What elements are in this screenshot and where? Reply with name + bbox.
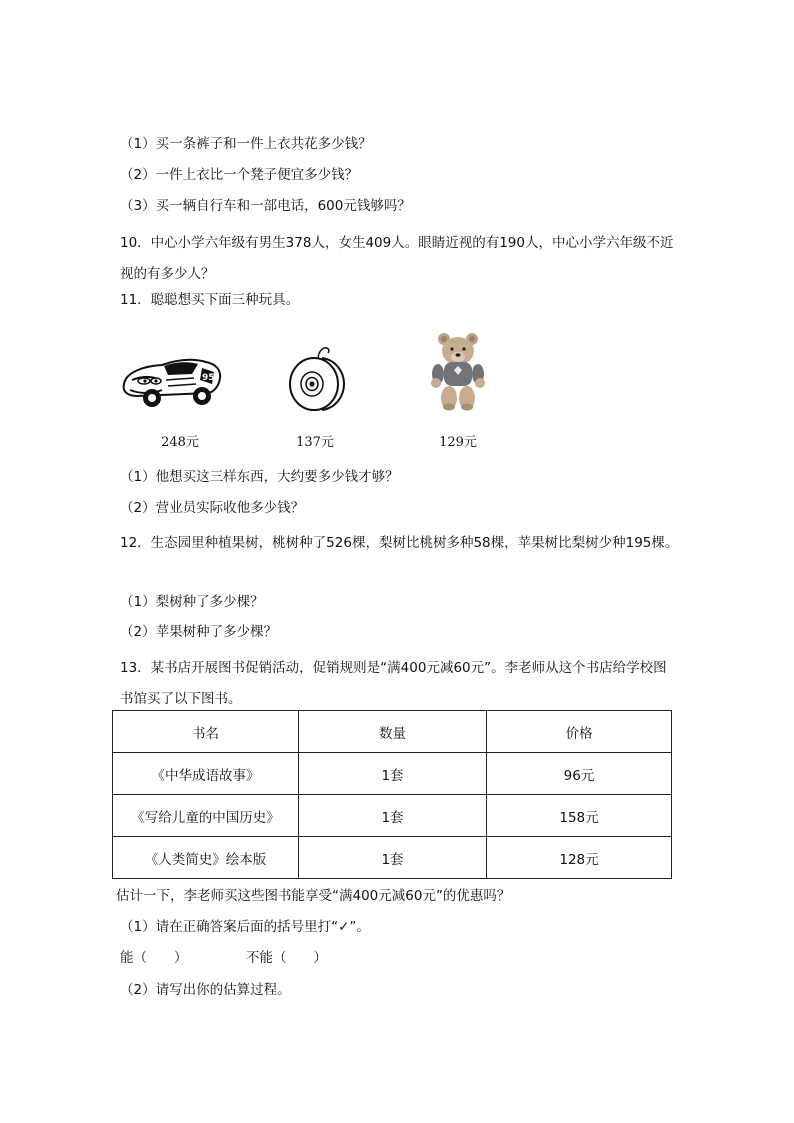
q13-sub2: （2）请写出你的估算过程。 xyxy=(120,982,291,998)
svg-text:95: 95 xyxy=(202,373,215,383)
book-title: 《写给儿童的中国历史》 xyxy=(113,795,299,837)
book-quantity: 1套 xyxy=(299,795,487,837)
q9-sub1: （1）买一条裤子和一件上衣共花多少钱？ xyxy=(120,136,372,152)
q11-stem: 11．聪聪想买下面三种玩具。 xyxy=(120,292,300,308)
option-yes[interactable]: 能（ ） xyxy=(120,950,188,966)
book-quantity: 1套 xyxy=(299,837,487,879)
q13-sub1: （1）请在正确答案后面的括号里打“✓”。 xyxy=(120,919,370,935)
q9-sub2: （2）一件上衣比一个凳子便宜多少钱？ xyxy=(120,167,359,183)
yoyo-price: 137元 xyxy=(296,435,334,450)
teddy-bear-price: 129元 xyxy=(439,435,477,450)
q13-text: 13．某书店开展图书促销活动，促销规则是“满400元减60元”。李老师从这个书店给学校图书馆买了以下图书。 xyxy=(120,660,667,707)
q10-text: 10．中心小学六年级有男生378人，女生409人。眼睛近视的有190人，中心小学六年级不近视的有多少人？ xyxy=(120,235,674,282)
header-title: 书名 xyxy=(113,711,299,753)
answer-options xyxy=(120,948,327,968)
table-row xyxy=(113,795,672,837)
book-table xyxy=(112,710,672,879)
option-no[interactable]: 不能（ ） xyxy=(246,950,327,966)
header-quantity: 数量 xyxy=(299,711,487,753)
book-title: 《中华成语故事》 xyxy=(113,753,299,795)
q11-sub2: （2）营业员实际收他多少钱？ xyxy=(120,500,305,516)
yoyo-icon xyxy=(284,346,354,416)
teddy-bear-icon xyxy=(428,332,488,416)
header-price: 价格 xyxy=(487,711,672,753)
q13-estimate: 估计一下，李老师买这些图书能享受“满400元减60元”的优惠吗？ xyxy=(116,888,511,904)
q12-sub2: （2）苹果树种了多少棵？ xyxy=(120,624,278,640)
q12-sub1: （1）梨树种了多少棵？ xyxy=(120,594,264,610)
book-price: 96元 xyxy=(487,753,672,795)
toy-car-price: 248元 xyxy=(161,435,199,450)
table-row xyxy=(113,837,672,879)
book-title: 《人类简史》绘本版 xyxy=(113,837,299,879)
toy-car-icon xyxy=(118,350,224,416)
book-price: 158元 xyxy=(487,795,672,837)
q11-sub1: （1）他想买这三样东西，大约要多少钱才够？ xyxy=(120,469,399,485)
q9-sub3: （3）买一辆自行车和一部电话，600元钱够吗？ xyxy=(120,198,411,214)
q12-text: 12．生态园里种植果树，桃树种了526棵，梨树比桃树多种58棵，苹果树比梨树少种195棵。 xyxy=(120,535,679,551)
table-row xyxy=(113,753,672,795)
book-price: 128元 xyxy=(487,837,672,879)
book-quantity: 1套 xyxy=(299,753,487,795)
table-header-row xyxy=(113,711,672,753)
